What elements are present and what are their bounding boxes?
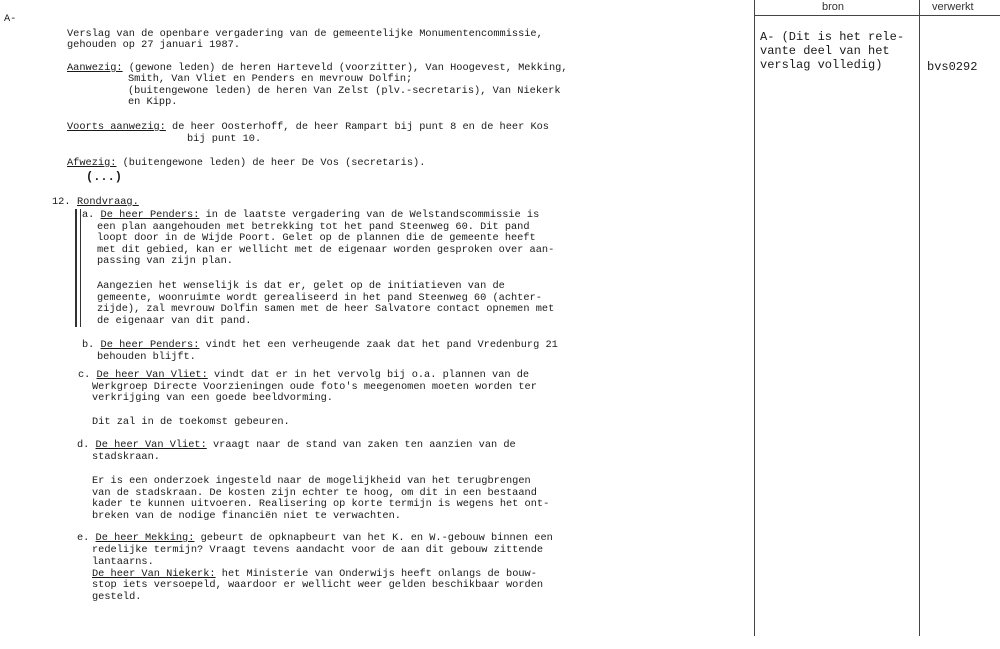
voorts-label: Voorts aanwezig: — [67, 121, 166, 133]
item-c-line: Werkgroep Directe Voorzieningen oude foto's meegenomen moeten worden ter — [92, 381, 537, 393]
item-d-answer-line: kader te kunnen uitvoeren. Realisering op korte termijn is wegens het ont- — [92, 498, 550, 510]
column-divider-verwerkt — [919, 0, 920, 636]
item-c-text: vindt dat er in het vervolg bij o.a. plannen van de — [207, 369, 530, 381]
item-b-text: vindt het een verheugende zaak dat het pand Vredenburg 21 — [199, 339, 558, 351]
voorts-line: bij punt 10. — [187, 133, 262, 145]
item-e-speaker: De heer Mekking: — [95, 532, 195, 544]
page-marker: A- — [4, 13, 17, 25]
report-title-line: Verslag van de openbare vergadering van de gemeentelijke Monumentencommissie, — [67, 28, 543, 40]
section-title: Rondvraag. — [77, 196, 139, 208]
item-a-line: gemeente, woonruimte wordt gerealiseerd in het pand Steenweg 60 (achter- — [97, 292, 542, 304]
item-a-line: passing van zijn plan. — [97, 255, 233, 267]
item-a-line: de eigenaar van dit pand. — [97, 315, 252, 327]
aanwezig-line: (buitengewone leden) de heren Van Zelst (plv.-secretaris), Van Niekerk — [128, 85, 561, 97]
item-d-answer-line: van de stadskraan. De kosten zijn echter te hoog, om dit in een bestaand — [92, 487, 537, 499]
afwezig-label: Afwezig: — [67, 157, 117, 169]
aanwezig-line: en Kipp. — [128, 96, 178, 108]
item-c-letter: c. — [78, 369, 91, 381]
item-a-line: met dit gebied, kan er wellicht met de eigenaar worden gesproken over aan- — [97, 244, 555, 256]
item-a-text: in de laatste vergadering van de Welstandscommissie is — [199, 209, 540, 221]
aanwezig-text: (gewone leden) de heren Harteveld (voorzitter), Van Hoogevest, Mekking, — [122, 62, 568, 74]
item-b-letter: b. — [82, 339, 95, 351]
column-header-bron: bron — [822, 1, 845, 13]
item-e-line — [77, 533, 553, 545]
item-e-letter: e. — [77, 532, 90, 544]
item-a-letter: a. — [82, 209, 95, 221]
item-a-line: een plan aangehouden met betrekking tot het pand Steenweg 60. Dit pand — [97, 221, 530, 233]
ellipsis: (...) — [86, 170, 123, 184]
item-d-text: vraagt naar de stand van zaken ten aanzien van de — [206, 439, 516, 451]
afwezig-line — [67, 158, 425, 170]
verwerkt-code: bvs0292 — [927, 60, 978, 74]
item-c-answer: Dit zal in de toekomst gebeuren. — [92, 416, 290, 428]
bron-note-line: verslag volledig) — [760, 58, 883, 72]
item-d-letter: d. — [77, 439, 90, 451]
item-e-text2: het Ministerie van Onderwijs heeft onlangs de bouw- — [215, 568, 537, 580]
item-c-line — [78, 370, 529, 382]
item-b-line: behouden blijft. — [97, 351, 196, 363]
item-e-line: redelijke termijn? Vraagt tevens aandacht voor de aan dit gebouw zittende — [92, 544, 544, 556]
item-d-answer-line: breken van de nodige financiën niet te verwachten. — [92, 510, 401, 522]
item-e-speaker2: De heer Van Niekerk: — [92, 568, 216, 580]
item-c-speaker: De heer Van Vliet: — [96, 369, 208, 381]
column-header-verwerkt: verwerkt — [932, 1, 974, 13]
aanwezig-line: Smith, Van Vliet en Penders en mevrouw Dolfin; — [128, 73, 413, 85]
item-a-line: loopt door in de Wijde Poort. Gelet op de plannen die de gemeente heeft — [97, 232, 536, 244]
voorts-text: de heer Oosterhoff, de heer Rampart bij punt 8 en de heer Kos — [165, 121, 549, 133]
item-e-line: gesteld. — [92, 591, 142, 603]
afwezig-text: (buitengewone leden) de heer De Vos (secretaris). — [116, 157, 426, 169]
item-d-answer-line: Er is een onderzoek ingesteld naar de mogelijkheid van het terugbrengen — [92, 475, 531, 487]
item-b-speaker: De heer Penders: — [100, 339, 200, 351]
bron-note-line: A- (Dit is het rele- — [760, 30, 905, 44]
item-a-line — [82, 210, 539, 222]
section-number: 12. — [52, 196, 71, 208]
item-e-line: lantaarns. — [92, 556, 154, 568]
aanwezig-label: Aanwezig: — [67, 62, 123, 74]
header-underline — [754, 15, 1000, 16]
item-e-line: stop iets versoepeld, waardoor er wellicht weer gelden beschikbaar worden — [92, 579, 544, 591]
item-b-line — [82, 340, 558, 352]
item-e-text: gebeurt de opknapbeurt van het K. en W.-gebouw binnen een — [194, 532, 553, 544]
item-d-line — [77, 440, 516, 452]
voorts-line — [67, 122, 549, 134]
report-title-line: gehouden op 27 januari 1987. — [67, 39, 241, 51]
item-a-speaker: De heer Penders: — [100, 209, 200, 221]
margin-bar — [75, 209, 81, 327]
item-c-line: verkrijging van een goede beeldvorming. — [92, 392, 333, 404]
column-divider-main — [754, 0, 755, 636]
item-d-speaker: De heer Van Vliet: — [95, 439, 207, 451]
item-d-line: stadskraan. — [92, 451, 160, 463]
bron-note-line: vante deel van het — [760, 44, 890, 58]
item-a-line: zijde), zal mevrouw Dolfin samen met de heer Salvatore contact opnemen met — [97, 303, 555, 315]
item-a-line: Aangezien het wenselijk is dat er, gelet op de initiatieven van de — [97, 280, 505, 292]
